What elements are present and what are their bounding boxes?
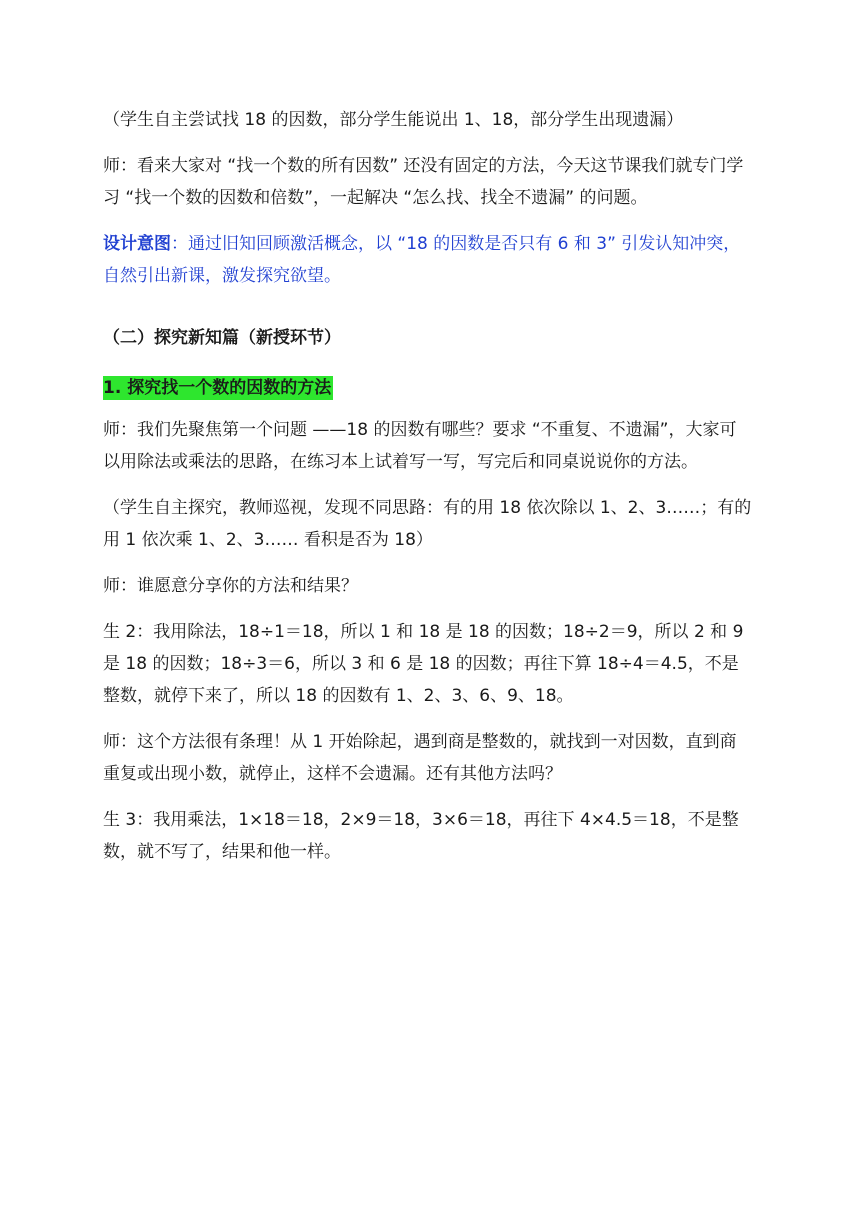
paragraph-student-3: 生 3：我用乘法，1×18＝18，2×9＝18，3×6＝18，再往下 4×4.5＝18，不是整数，就不写了，结果和他一样。 [103,810,739,862]
design-intent-text: ：通过旧知回顾激活概念，以 “18 的因数是否只有 6 和 3” 引发认知冲突，自然引出新课，激发探究欲望。 [103,234,741,286]
section-heading: （二）探究新知篇（新授环节） [103,328,341,348]
design-intent-label: 设计意图 [103,234,171,254]
sub-heading-highlight: 1. 探究找一个数的因数的方法 [103,378,332,398]
paragraph-student-2: 生 2：我用除法，18÷1＝18，所以 1 和 18 是 18 的因数；18÷2＝9，所以 2 和 9 是 18 的因数；18÷3＝6，所以 3 和 6 是 18 的因数；再往下算 18÷4＝4.5，不是整数，就停下来了，所以 18 的因数有 1、2、3、6、9、18。 [103,622,744,706]
paragraph-teacher-share: 师：谁愿意分享你的方法和结果？ [103,576,358,596]
design-intent-paragraph [103,228,753,292]
document-page [103,104,753,882]
paragraph-teacher-comment: 师：这个方法很有条理！从 1 开始除起，遇到商是整数的，就找到一对因数，直到商重复或出现小数，就停止，这样不会遗漏。还有其他方法吗？ [103,732,737,784]
paragraph-student-attempt: （学生自主尝试找 18 的因数，部分学生能说出 1、18，部分学生出现遗漏） [103,110,684,130]
sub-heading [103,372,753,404]
paragraph-student-explore: （学生自主探究，教师巡视，发现不同思路：有的用 18 依次除以 1、2、3……；有的用 1 依次乘 1、2、3…… 看积是否为 18） [103,498,752,550]
paragraph-teacher-question: 师：我们先聚焦第一个问题 ——18 的因数有哪些？要求 “不重复、不遗漏”，大家可以用除法或乘法的思路，在练习本上试着写一写，写完后和同桌说说你的方法。 [103,420,737,472]
paragraph-teacher-intro: 师：看来大家对 “找一个数的所有因数” 还没有固定的方法，今天这节课我们就专门学习 “找一个数的因数和倍数”，一起解决 “怎么找、找全不遗漏” 的问题。 [103,156,744,208]
